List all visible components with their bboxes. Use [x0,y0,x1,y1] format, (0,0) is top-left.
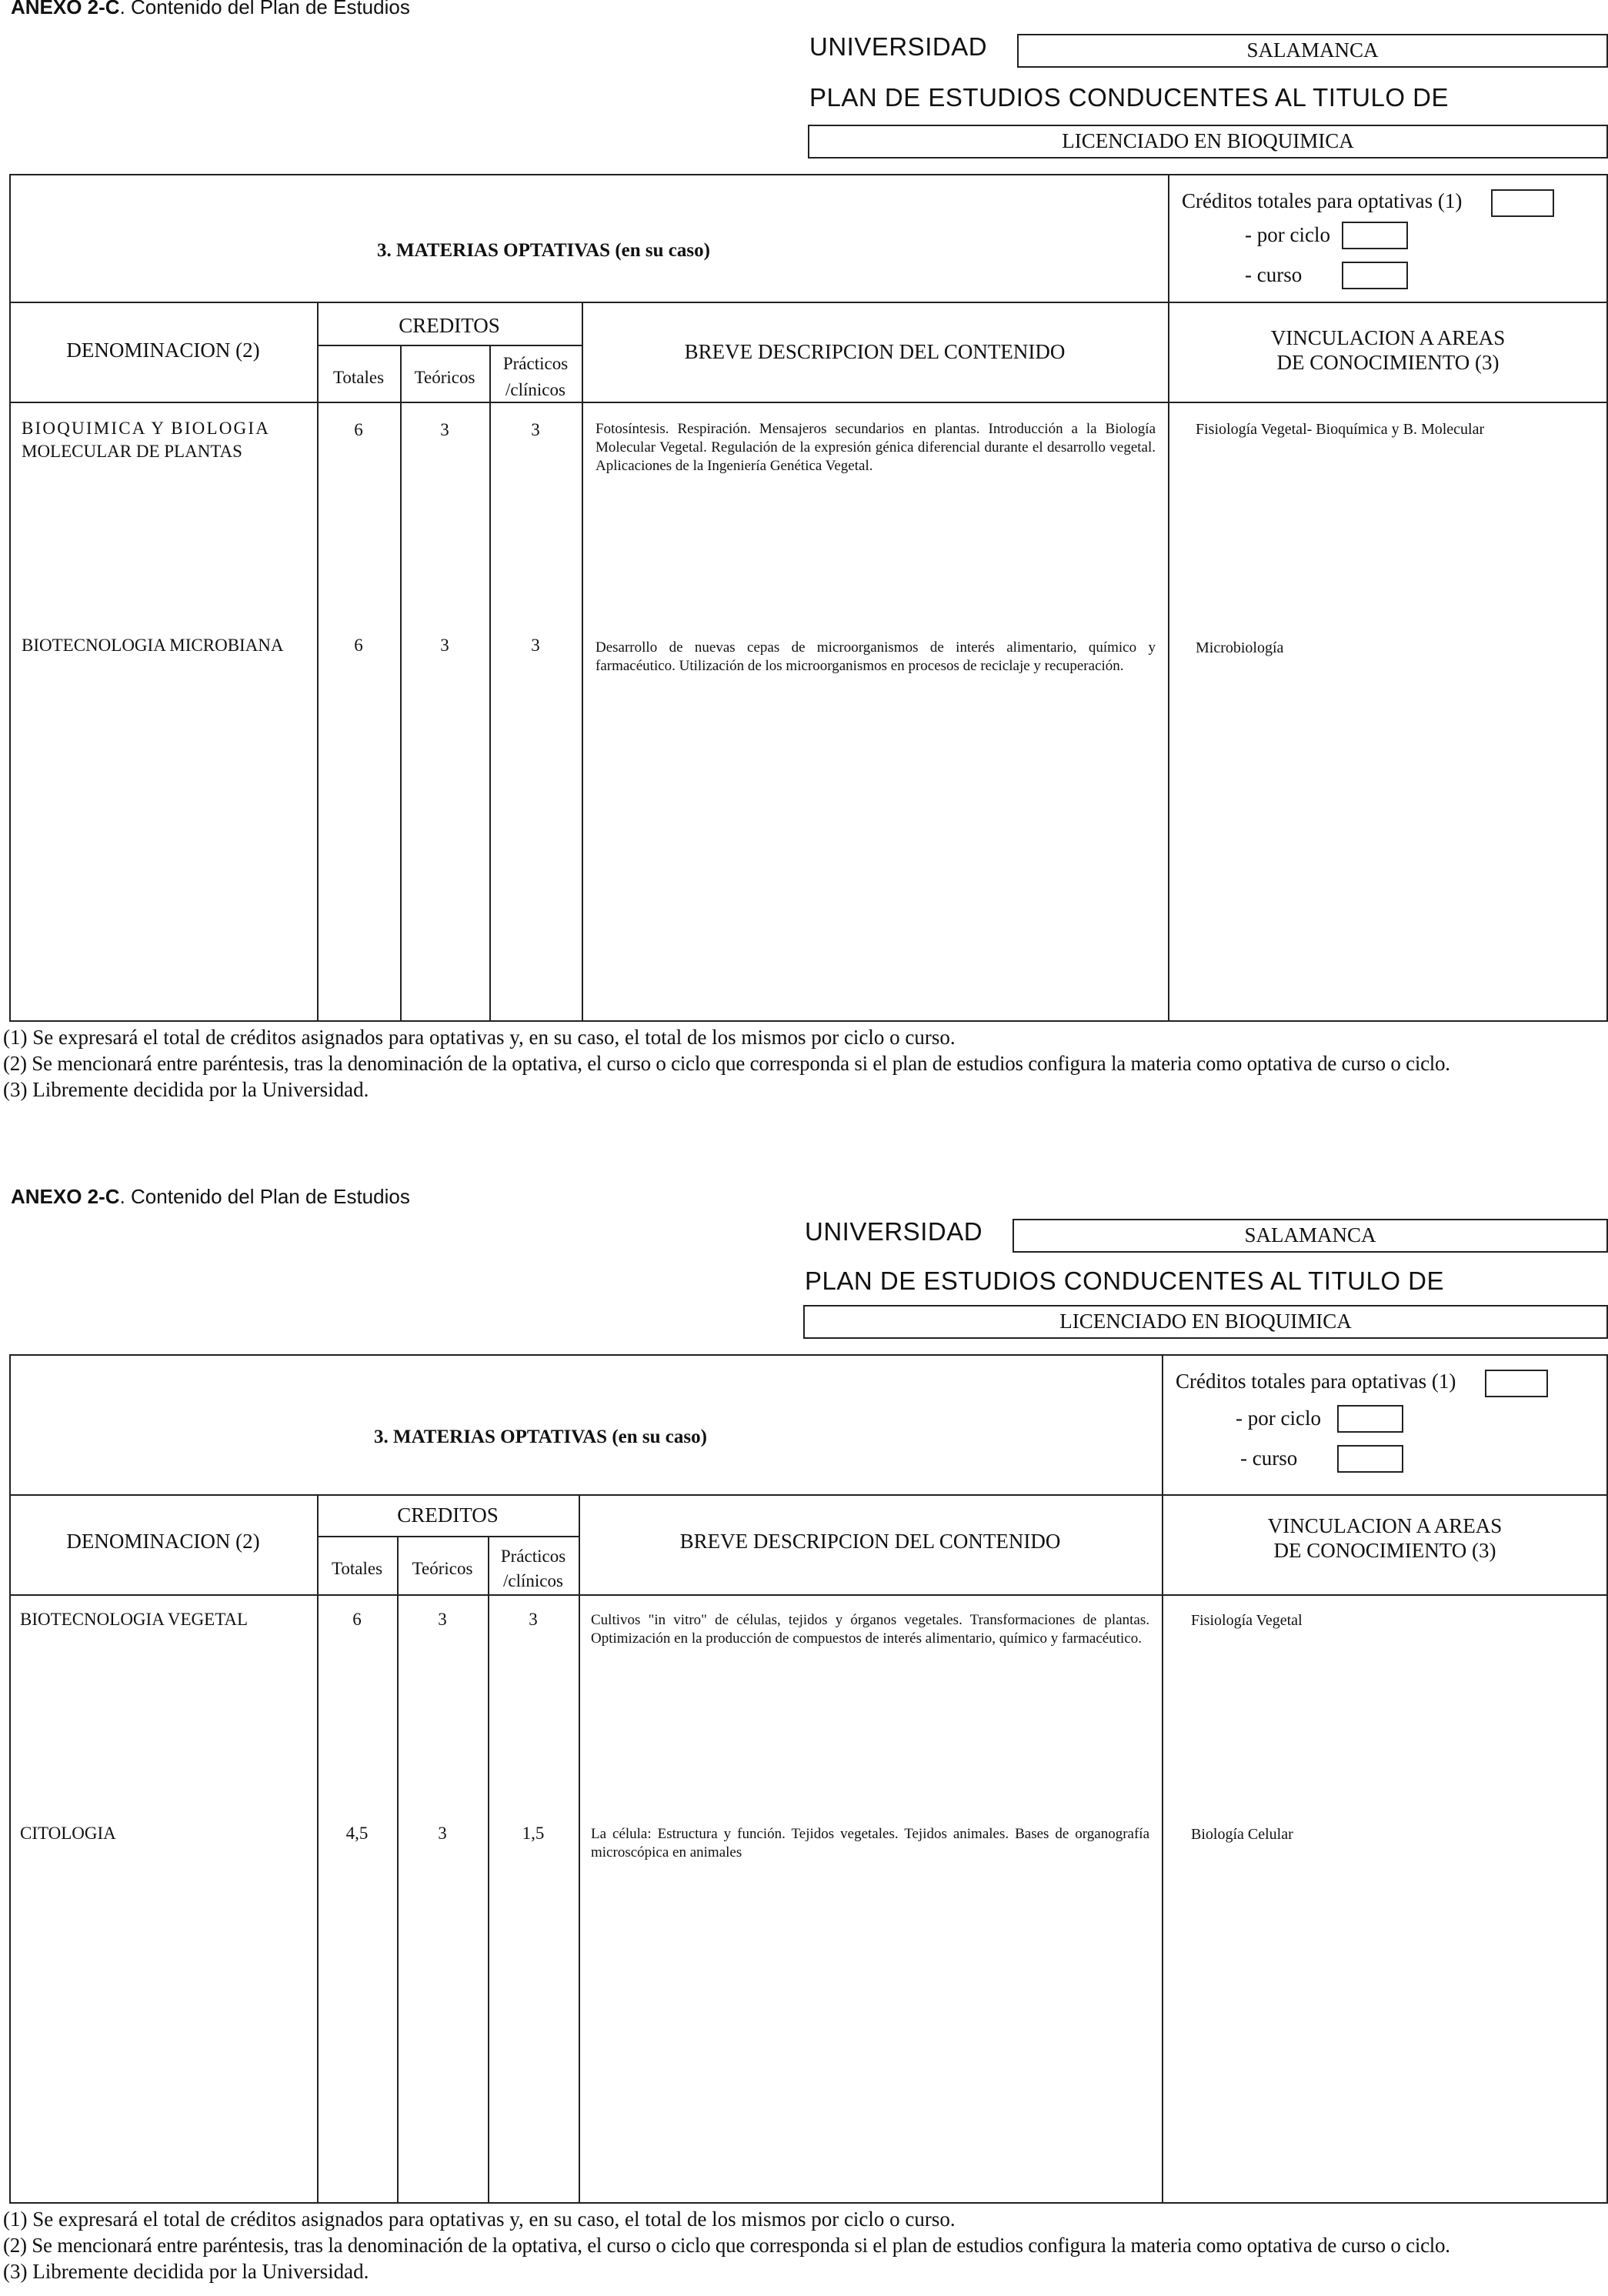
creditos-totales: 6 [354,636,363,655]
area-conocimiento: Fisiología Vegetal [1191,1612,1303,1629]
col-denominacion: DENOMINACION (2) [66,339,260,362]
footnote-2: (2) Se mencionará entre paréntesis, tras la denominación de la optativa, el curso o ciclo que corresponda si el plan de estudios configura la materia como optativa de curso o ciclo. [3,1052,1450,1075]
col-teoricos: Teóricos [412,1559,473,1578]
por-ciclo-label: - por ciclo [1236,1407,1321,1430]
creditos-totales-label: Créditos totales para optativas (1) [1182,189,1463,212]
asignatura-name: BIOTECNOLOGIA VEGETAL [20,1610,249,1629]
divider [400,345,402,1022]
curso-label: - curso [1240,1447,1298,1470]
creditos-totales: 6 [352,1610,362,1629]
section-title: 3. MATERIAS OPTATIVAS (en su caso) [377,240,710,261]
creditos-practicos: 3 [529,1610,538,1629]
plan-label: PLAN DE ESTUDIOS CONDUCENTES AL TITULO DE [805,1266,1444,1295]
col-totales: Totales [332,368,385,387]
col-breve-descripcion: BREVE DESCRIPCION DEL CONTENIDO [679,1530,1061,1553]
divider [9,302,1608,303]
col-creditos: CREDITOS [397,1503,499,1527]
document-page-2 [0,1176,1608,2296]
descripcion: Fotosíntesis. Respiración. Mensajeros secundarios en plantas. Introducción a la Biología Molecular Vegetal. Regulación de la expresión génica diferencial durante el desarrollo vegetal. Aplicaciones de la Ingeniería Genética Vegetal. [595,421,1156,474]
curso-label: - curso [1245,263,1303,286]
footnote-1: (1) Se expresará el total de créditos asignados para optativas y, en su caso, el total de los mismos por ciclo o curso. [3,1026,956,1049]
creditos-totales-input[interactable] [1491,189,1554,217]
descripcion: Cultivos "in vitro" de células, tejidos y órganos vegetales. Transformaciones de plantas. Optimización en la producción de compuestos de interés alimentario, químico y farmacéutico. [591,1612,1149,1647]
section-title: 3. MATERIAS OPTATIVAS (en su caso) [374,1427,707,1447]
creditos-teoricos: 3 [440,636,449,655]
col-denominacion: DENOMINACION (2) [66,1530,260,1553]
divider [9,402,1608,403]
col-breve-descripcion: BREVE DESCRIPCION DEL CONTENIDO [684,340,1066,363]
asignatura-name: MOLECULAR DE PLANTAS [22,442,242,461]
col-teoricos: Teóricos [414,368,475,387]
footnote-3: (3) Libremente decidida por la Universidad. [3,2260,369,2283]
area-conocimiento: Microbiología [1196,639,1284,656]
col-practicos: Prácticos [502,354,569,373]
asignatura-name: BIOQUIMICA Y BIOLOGIA [22,419,271,438]
divider [579,1494,580,2204]
col-clinicos: /clínicos [505,380,565,399]
col-vinculacion: DE CONOCIMIENTO (3) [1276,351,1500,374]
por-ciclo-label: - por ciclo [1245,223,1330,246]
col-vinculacion: VINCULACION A AREAS [1270,326,1506,349]
curso-input[interactable] [1337,1445,1403,1473]
col-totales: Totales [331,1559,383,1578]
divider [317,302,319,1022]
titulo-field: LICENCIADO EN BIOQUIMICA [803,1305,1608,1339]
document-page-1 [0,0,1608,1139]
col-vinculacion: DE CONOCIMIENTO (3) [1273,1539,1496,1562]
divider [489,345,491,1022]
footnote-2: (2) Se mencionará entre paréntesis, tras la denominación de la optativa, el curso o ciclo que corresponda si el plan de estudios configura la materia como optativa de curso o ciclo. [3,2234,1450,2257]
area-conocimiento: Fisiología Vegetal- Bioquímica y B. Molecular [1196,421,1485,438]
annex-heading: ANEXO 2-C. Contenido del Plan de Estudios [11,1185,410,1208]
por-ciclo-input[interactable] [1342,222,1408,249]
curso-input[interactable] [1342,262,1408,289]
plan-label: PLAN DE ESTUDIOS CONDUCENTES AL TITULO DE [809,83,1449,112]
creditos-practicos: 1,5 [522,1824,545,1843]
asignatura-name: CITOLOGIA [20,1824,116,1843]
col-clinicos: /clínicos [503,1571,563,1590]
creditos-totales: 6 [354,420,363,439]
area-conocimiento: Biología Celular [1191,1826,1293,1843]
universidad-label: UNIVERSIDAD [809,32,988,61]
divider [317,1536,579,1537]
por-ciclo-input[interactable] [1337,1405,1403,1433]
creditos-teoricos: 3 [438,1610,447,1629]
divider [1168,174,1169,1022]
creditos-teoricos: 3 [438,1824,447,1843]
col-creditos: CREDITOS [399,314,500,337]
divider [9,1494,1608,1496]
col-vinculacion: VINCULACION A AREAS [1267,1514,1503,1537]
creditos-practicos: 3 [531,636,540,655]
divider [317,345,582,346]
creditos-totales-input[interactable] [1485,1370,1548,1397]
creditos-totales: 4,5 [345,1824,369,1843]
asignatura-name: BIOTECNOLOGIA MICROBIANA [22,636,284,655]
footnote-1: (1) Se expresará el total de créditos asignados para optativas y, en su caso, el total de los mismos por ciclo o curso. [3,2208,956,2231]
universidad-label: UNIVERSIDAD [805,1217,983,1246]
titulo-field: LICENCIADO EN BIOQUIMICA [808,125,1608,159]
descripcion: Desarrollo de nuevas cepas de microorganismos de interés alimentario, químico y farmacéutico. Utilización de los microorganismos en procesos de reciclaje y recuperación. [595,639,1156,674]
optativas-table [9,1354,1608,2204]
divider [317,1494,319,2204]
divider [582,302,583,1022]
descripcion: La célula: Estructura y función. Tejidos vegetales. Tejidos animales. Bases de organografía microscópica en animales [591,1826,1149,1860]
universidad-field: SALAMANCA [1017,34,1608,68]
divider [488,1536,489,2204]
footnote-3: (3) Libremente decidida por la Universidad. [3,1078,369,1101]
creditos-practicos: 3 [531,420,540,439]
col-practicos: Prácticos [500,1547,566,1566]
annex-heading: ANEXO 2-C. Contenido del Plan de Estudios [11,0,410,18]
creditos-teoricos: 3 [440,420,449,439]
divider [397,1536,399,2204]
creditos-totales-label: Créditos totales para optativas (1) [1176,1370,1456,1393]
universidad-field: SALAMANCA [1013,1219,1608,1253]
divider [9,1594,1608,1596]
divider [1162,1354,1163,2204]
